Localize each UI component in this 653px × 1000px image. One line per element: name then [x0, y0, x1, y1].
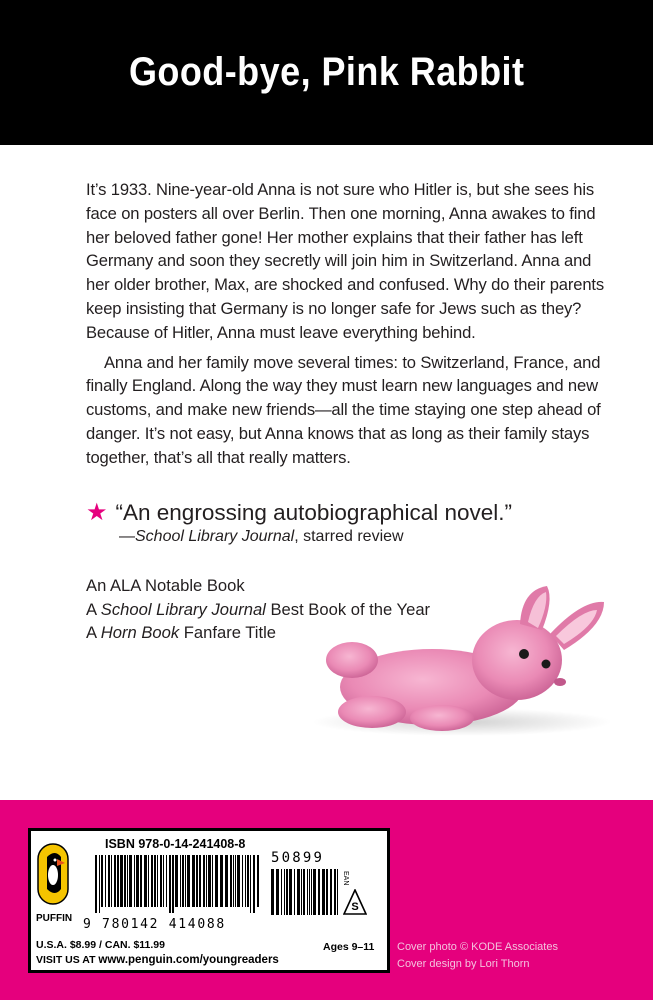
honor-slj-italic: School Library Journal	[100, 599, 266, 619]
barcode-bar	[253, 855, 255, 913]
barcode-bar	[286, 869, 288, 915]
barcode-bar	[225, 855, 228, 907]
barcode-bar	[114, 855, 116, 907]
barcode-bar	[245, 855, 246, 907]
puffin-logo-icon	[37, 843, 69, 905]
barcode-bar	[281, 869, 282, 915]
barcode-bar	[215, 855, 218, 907]
rabbit-image	[292, 582, 622, 742]
barcode-bar	[117, 855, 119, 907]
barcode-bar	[313, 869, 316, 915]
barcode-bar	[203, 855, 205, 907]
barcode-bar	[108, 855, 110, 907]
barcode-bar	[101, 855, 103, 907]
publisher-label: PUFFIN	[36, 913, 73, 924]
visit-url: www.penguin.com/youngreaders	[98, 954, 279, 966]
barcode-bar	[297, 869, 300, 915]
isbn-text: ISBN 978-0-14-241408-8	[105, 837, 246, 851]
s-symbol-icon	[343, 889, 367, 915]
barcode-bar	[284, 869, 285, 915]
honor-slj-prefix: A	[86, 599, 101, 619]
barcode-bar	[136, 855, 139, 907]
barcode-panel	[28, 828, 390, 973]
quote-source	[119, 526, 606, 548]
s-symbol-letter: S	[351, 901, 359, 913]
star-icon: ★	[86, 499, 108, 526]
barcode-bar	[220, 855, 223, 907]
barcode-bar	[169, 855, 171, 913]
quote-text: “An engrossing autobiographical novel.”	[115, 500, 513, 525]
barcode-bar	[129, 855, 132, 907]
honor-hornbook-italic: Horn Book	[100, 623, 180, 643]
review-quote	[86, 500, 606, 548]
barcode-bar	[326, 869, 328, 915]
barcode-bar	[271, 869, 274, 915]
honor-hornbook-prefix: A	[86, 623, 101, 643]
barcode-bar	[105, 855, 106, 907]
barcode-bar	[322, 869, 325, 915]
barcode-bar	[134, 855, 135, 907]
barcode-bar	[235, 855, 236, 907]
barcode-bar	[247, 855, 249, 907]
barcode-bar	[172, 855, 174, 913]
honor-slj-suffix: Best Book of the Year	[265, 599, 431, 619]
barcode-bar	[196, 855, 198, 907]
quote-publication: School Library Journal	[135, 528, 295, 545]
barcode-bar	[330, 869, 332, 915]
barcode-digits: 9 780142 414088	[83, 917, 226, 932]
barcode-bar	[230, 855, 232, 907]
book-title: Good-bye, Pink Rabbit	[128, 50, 525, 94]
title-bar	[0, 0, 653, 145]
barcode-bar	[140, 855, 142, 907]
barcode-bar	[154, 855, 156, 907]
barcode-bar	[192, 855, 195, 907]
barcode-bar	[242, 855, 243, 907]
barcode-bar	[250, 855, 251, 913]
barcode-bar	[311, 869, 312, 915]
honor-ala-text: An ALA Notable Book	[86, 576, 245, 595]
blurb-paragraph-1: It’s 1933. Nine-year-old Anna is not sure who Hitler is, but she sees his face on posters all over Berlin. Then one morning, Anna awakes to find her beloved father gone! Her mother explains that their father has left Germany and soon they secretly will join him in Switzerland. Anna and her older brother, Max, are shocked and confused. Why do their parents keep insisting that Germany is no longer safe for Jews such as they? Because of Hitler, Anna must leave everything behind.	[86, 180, 605, 342]
barcode-bar	[289, 869, 292, 915]
blurb	[86, 178, 616, 470]
barcode-bar	[182, 855, 184, 907]
barcode-bar	[180, 855, 181, 907]
barcode-bar	[148, 855, 149, 907]
barcode-bar	[206, 855, 207, 907]
quote-suffix: , starred review	[294, 528, 404, 545]
barcode-bar	[257, 855, 259, 907]
barcode-bar	[111, 855, 112, 907]
design-credit: Cover design by Lori Thorn	[397, 958, 530, 970]
ean-label: EAN	[342, 871, 349, 886]
barcode-bar	[151, 855, 153, 907]
barcode-bar	[127, 855, 128, 907]
barcode-bar	[276, 869, 279, 915]
barcode-bar	[163, 855, 164, 907]
barcode-bar	[208, 855, 211, 907]
cover-credits	[397, 939, 558, 973]
barcode-bar	[303, 869, 305, 915]
barcode-bar	[301, 869, 302, 915]
barcode-bar	[175, 855, 178, 907]
barcode-bar	[199, 855, 201, 907]
addon-digits: 50899	[271, 850, 325, 866]
barcode-bar	[294, 869, 295, 915]
barcode-bar	[334, 869, 336, 915]
pink-rabbit-illustration	[292, 582, 622, 742]
visit-line	[36, 954, 279, 966]
age-range: Ages 9–11	[323, 941, 375, 953]
visit-prefix: VISIT US AT	[36, 954, 99, 966]
barcode-bar	[318, 869, 320, 915]
barcode-bar	[166, 855, 167, 907]
barcode-bar	[99, 855, 100, 913]
price-line: U.S.A. $8.99 / CAN. $11.99	[36, 939, 165, 951]
barcode-bar	[237, 855, 240, 907]
quote-dash: —	[119, 528, 135, 545]
blurb-paragraph-2: Anna and her family move several times: to Switzerland, France, and finally England. Along the way they must learn new languages and new customs, and make new friends—all the time staying one step ahead of danger. It’s not easy, but Anna knows that as long as their family stays together, that’s all that really matters.	[86, 352, 601, 467]
barcode-bar	[212, 855, 213, 907]
barcode-bar	[160, 855, 162, 907]
barcode-bar	[187, 855, 190, 907]
barcode-bar	[144, 855, 147, 907]
photo-credit: Cover photo © KODE Associates	[397, 941, 558, 953]
barcode-bar	[309, 869, 310, 915]
barcode-bar	[95, 855, 97, 913]
barcode-bar	[185, 855, 186, 907]
barcode-bar	[307, 869, 308, 915]
honor-hornbook-suffix: Fanfare Title	[179, 623, 277, 643]
barcode-bar	[124, 855, 126, 907]
barcode-bar	[233, 855, 234, 907]
barcode-bar	[157, 855, 158, 907]
barcode-bar	[337, 869, 338, 915]
addon-bars	[271, 869, 341, 921]
barcode-bars	[95, 855, 260, 913]
barcode-bar	[120, 855, 123, 907]
